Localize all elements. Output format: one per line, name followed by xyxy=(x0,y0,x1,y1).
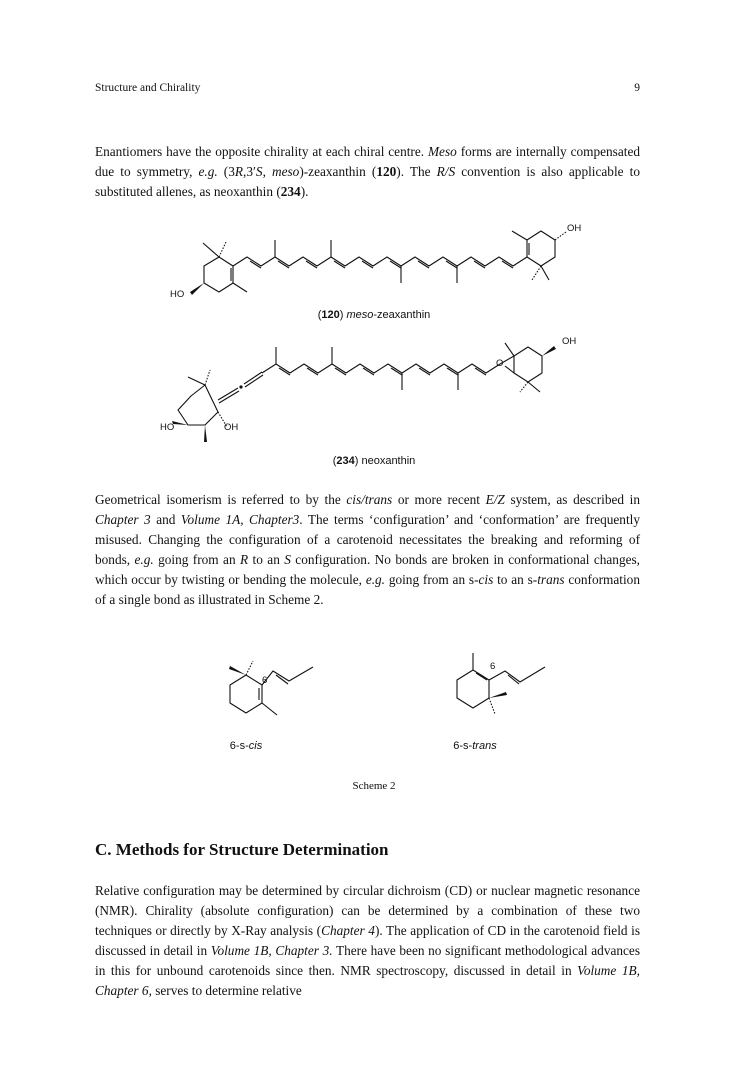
text-run: ). The xyxy=(396,164,437,180)
text-run-italic: cis/trans xyxy=(346,492,393,507)
hydroxyl-label: OH xyxy=(562,336,577,347)
text-run: , serves to determine relative xyxy=(148,983,302,999)
s-trans-structure xyxy=(457,653,545,714)
text-run-italic: cis xyxy=(478,572,494,588)
s-cis-structure xyxy=(230,661,313,715)
text-run: forms are internally compensated due to symmetry, xyxy=(95,144,640,180)
text-run: (3 xyxy=(217,164,235,180)
text-run-italic: trans xyxy=(537,572,565,588)
text-run: going from an s- xyxy=(385,572,479,588)
label-6-s-trans: 6-s-trans xyxy=(453,740,497,752)
zeaxanthin-structure xyxy=(0,210,748,328)
text-run-italic: Meso xyxy=(427,144,457,159)
running-title: Structure and Chirality xyxy=(95,82,201,94)
chapter-reference: Chapter 3 xyxy=(95,512,151,528)
locant-6: 6 xyxy=(490,661,496,672)
text-run: conformation of a single bond as illustrated in Scheme 2. xyxy=(95,572,640,608)
chapter-reference: Volume 1B, Chapter 6 xyxy=(95,963,640,999)
text-run: . The terms ‘configuration’ and ‘conformation’ are frequently misused. Changing the configuration of a carotenoid necessitates the breaking and reforming of bonds, xyxy=(95,512,640,568)
locant-6: 6 xyxy=(262,675,268,686)
text-run: system, as described in xyxy=(504,492,640,507)
figure-caption-120: (120) meso-zeaxanthin xyxy=(317,309,431,321)
text-run: Relative configuration may be determined by circular dichroism (CD) or nuclear magnetic resonance (NMR). Chirality (absolute configuration) can be determined by a combination of these two techniques or directly by X-Ray analysis ( xyxy=(95,883,640,939)
chapter-reference: Chapter 4 xyxy=(321,923,375,939)
text-run: and xyxy=(150,512,181,528)
text-run: Geometrical isomerism is referred to by the xyxy=(95,492,347,507)
text-run-italic: R xyxy=(234,164,244,180)
text-run: ). xyxy=(300,184,309,200)
text-run: to an s- xyxy=(493,572,538,588)
text-run-italic: meso xyxy=(272,164,300,180)
scheme-label: Scheme 2 xyxy=(352,780,396,792)
text-run-italic: R/S xyxy=(436,164,456,180)
text-run-italic: R xyxy=(240,552,249,568)
text-run: Enantiomers have the opposite chirality at each chiral centre. xyxy=(95,144,428,159)
text-run: to an xyxy=(248,552,285,568)
text-run: There have been no significant methodological advances in this for unbound carotenoids since then. NMR spectroscopy, discussed in detail in xyxy=(95,943,640,979)
paragraph-structure-determination xyxy=(95,881,640,1002)
hydroxyl-label: HO xyxy=(170,289,185,300)
paragraph-geometrical-isomerism xyxy=(95,490,640,611)
text-run: , xyxy=(262,164,272,180)
label-6-s-cis: 6-s-cis xyxy=(229,740,263,752)
text-run: ,3′ xyxy=(243,164,256,180)
text-run: )-zeaxanthin ( xyxy=(299,164,377,180)
text-run: convention is also applicable to substituted allenes, as neoxanthin ( xyxy=(95,164,640,200)
paragraph-enantiomers xyxy=(95,142,640,202)
text-run-italic: S xyxy=(284,552,291,568)
figure-caption-234: (234) neoxanthin xyxy=(332,455,416,467)
text-run-italic: S xyxy=(255,164,263,180)
text-run: going from an xyxy=(153,552,241,568)
text-run: or more recent xyxy=(392,492,486,507)
text-run: ). The application of CD in the carotenoid field is discussed in detail in xyxy=(95,923,640,959)
text-run: configuration. No bonds are broken in conformational changes, which occur by twisting or bending the molecule, xyxy=(95,552,640,588)
page-number: 9 xyxy=(634,82,640,94)
scheme-2-conformers xyxy=(0,645,748,755)
hydroxyl-label: OH xyxy=(224,422,239,433)
compound-number: 120 xyxy=(376,164,397,180)
epoxide-oxygen-label: O xyxy=(496,358,504,369)
chapter-reference: Volume 1A, Chapter3 xyxy=(180,512,300,528)
section-heading: C. Methods for Structure Determination xyxy=(95,840,389,859)
text-run-italic: E/Z xyxy=(485,492,505,507)
text-run-italic: e.g. xyxy=(134,552,154,568)
hydroxyl-label: OH xyxy=(567,223,582,234)
neoxanthin-structure xyxy=(0,330,748,470)
text-run-italic: e.g. xyxy=(365,572,386,588)
compound-number: 234 xyxy=(280,184,301,200)
hydroxyl-label: HO xyxy=(160,422,175,433)
text-run-italic: e.g. xyxy=(198,164,218,180)
chapter-reference: Volume 1B, Chapter 3. xyxy=(210,943,333,959)
